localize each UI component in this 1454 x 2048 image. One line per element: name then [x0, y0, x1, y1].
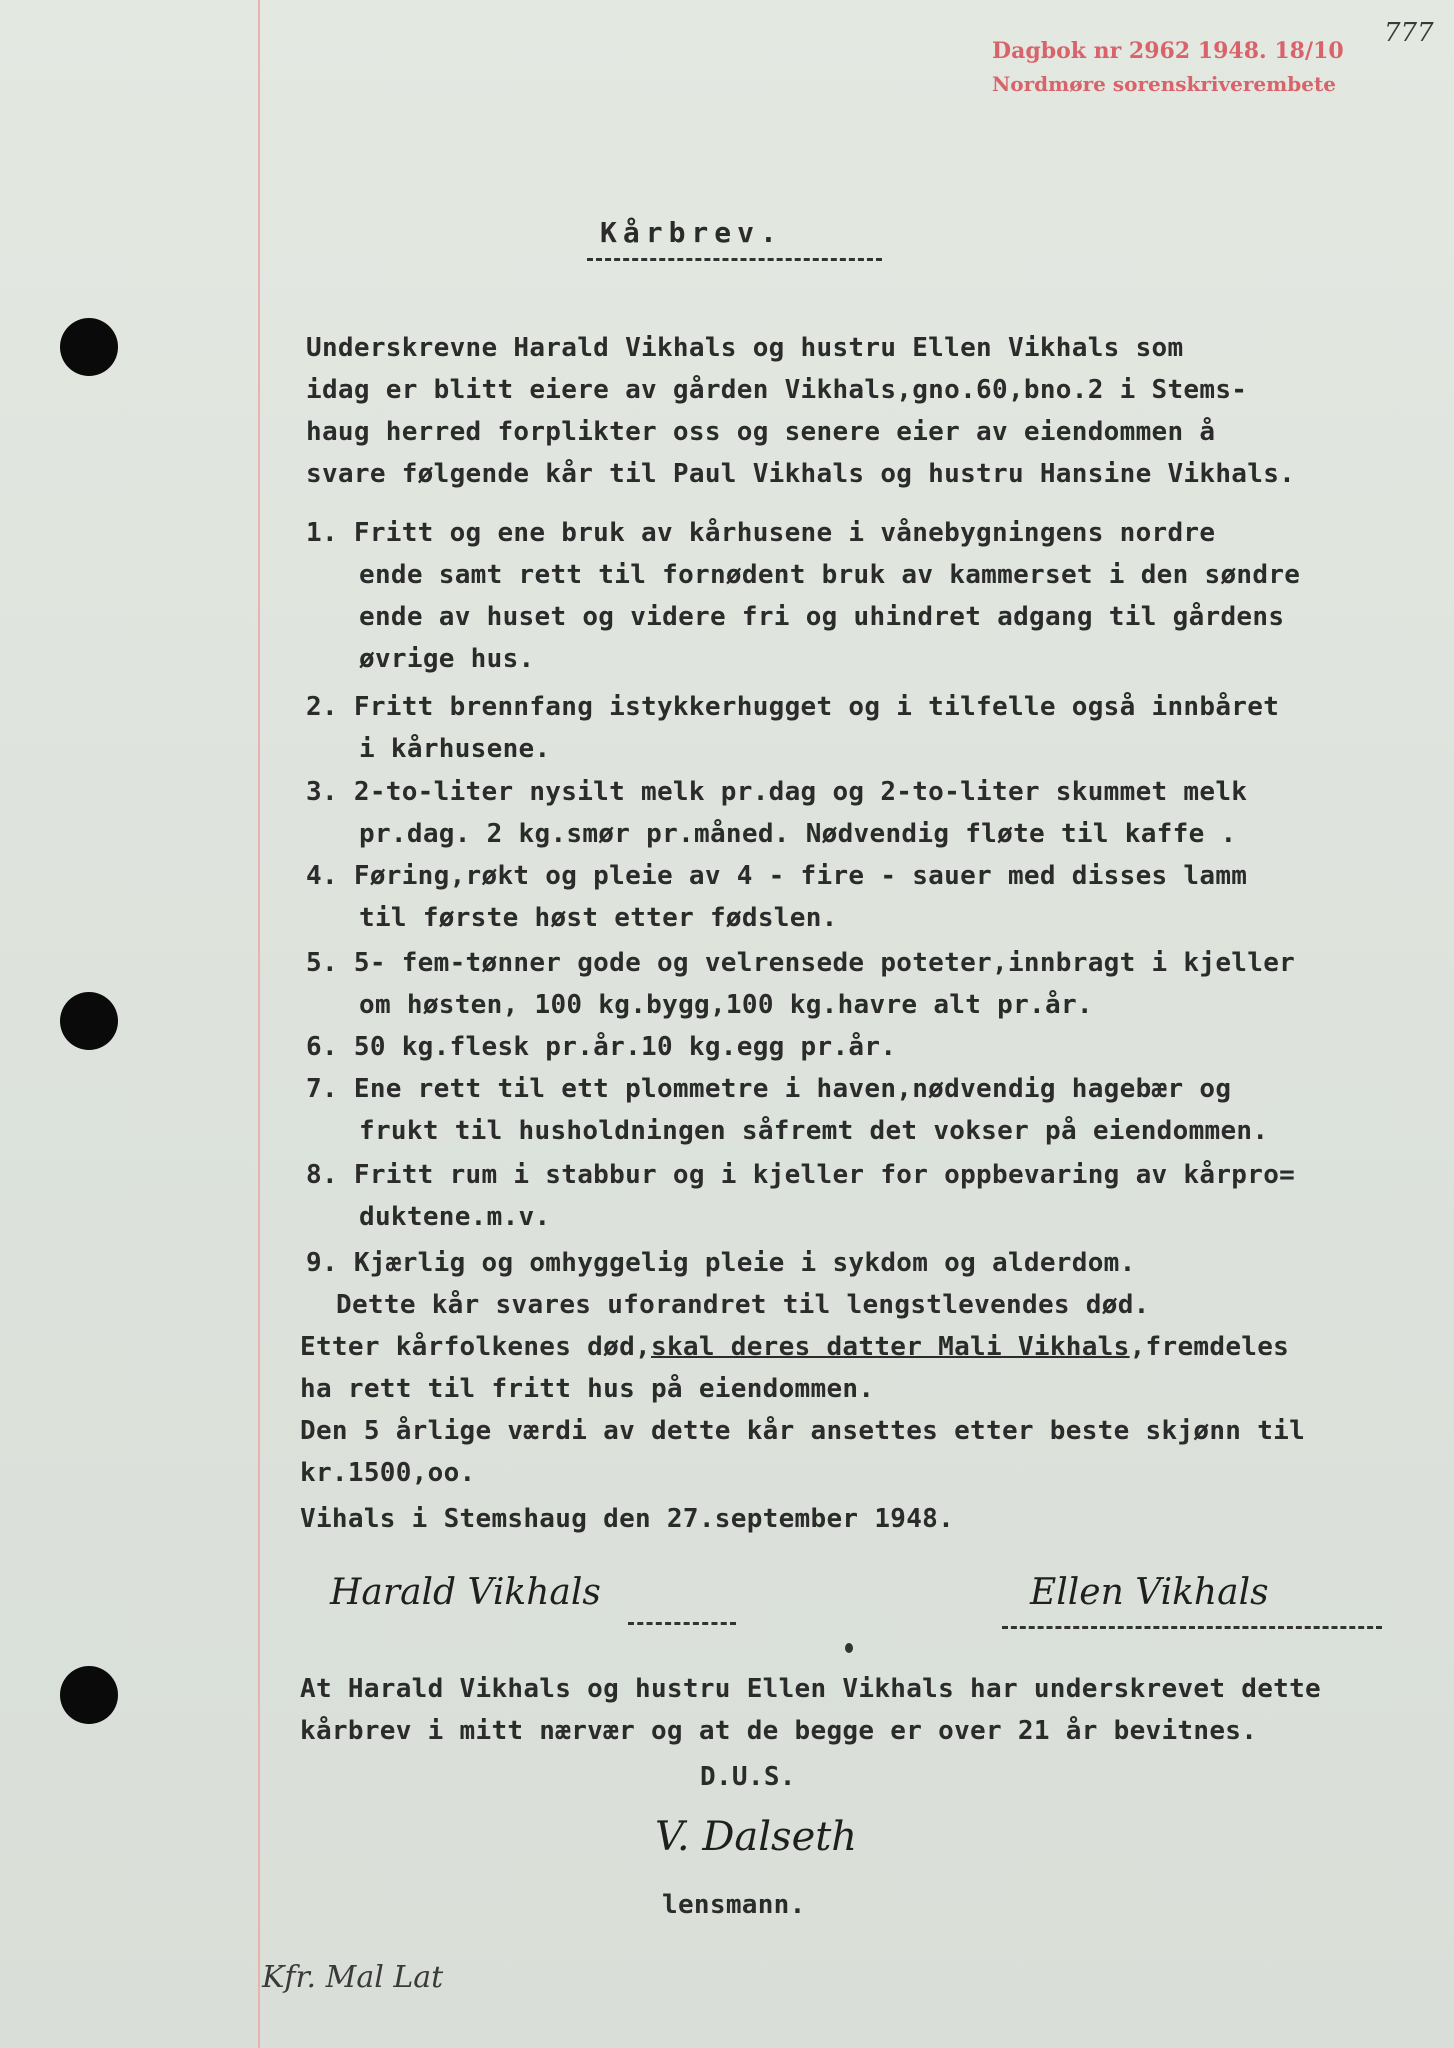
- dus-mark: D.U.S.: [700, 1762, 796, 1792]
- margin-note: Kfr. Mal Lat: [262, 1960, 444, 1995]
- clause-line: pr.dag. 2 kg.smør pr.måned. Nødvendig fløte til kaffe .: [359, 819, 1237, 849]
- document-title: Kårbrev.: [600, 216, 783, 249]
- punch-hole: [60, 318, 118, 376]
- clause-line: øvrige hus.: [359, 644, 535, 674]
- intro-line: idag er blitt eiere av gården Vikhals,gno.60,bno.2 i Stems-: [306, 375, 1248, 405]
- place-date-line: Vihals i Stemshaug den 27.september 1948.: [300, 1504, 955, 1534]
- margin-line: [258, 0, 260, 2048]
- underlined-text: skal deres datter Mali Vikhals: [650, 1332, 1130, 1362]
- closing-line: Den 5 årlige værdi av dette kår ansettes etter beste skjønn til: [300, 1416, 1306, 1446]
- clause-line: frukt til husholdningen såfremt det vokser på eiendommen.: [359, 1116, 1269, 1146]
- intro-line: haug herred forplikter oss og senere eier av eiendommen å: [306, 417, 1216, 447]
- ink-dot: [845, 1643, 853, 1653]
- closing-line: [300, 1332, 1289, 1362]
- clause-line: om høsten, 100 kg.bygg,100 kg.havre alt pr.år.: [359, 990, 1093, 1020]
- intro-line: Underskrevne Harald Vikhals og hustru Ellen Vikhals som: [306, 333, 1184, 363]
- clause-line: 8. Fritt rum i stabbur og i kjeller for oppbevaring av kårpro=: [306, 1160, 1296, 1190]
- clause-line: 5. 5- fem-tønner gode og velrensede poteter,innbragt i kjeller: [306, 948, 1296, 978]
- registry-stamp-line1: Dagbok nr 2962 1948. 18/10: [992, 38, 1344, 64]
- closing-line: Dette kår svares uforandret til lengstlevendes død.: [336, 1290, 1150, 1320]
- clause-line: til første høst etter fødslen.: [359, 903, 838, 933]
- clause-line: 7. Ene rett til ett plommetre i haven,nødvendig hagebær og: [306, 1074, 1232, 1104]
- signature-lensmann: V. Dalseth: [655, 1814, 858, 1860]
- title-underline: [587, 258, 882, 261]
- signature-line: [1002, 1626, 1382, 1629]
- lensmann-title: lensmann.: [662, 1890, 806, 1920]
- clause-line: i kårhusene.: [359, 734, 551, 764]
- attestation-line: kårbrev i mitt nærvær og at de begge er over 21 år bevitnes.: [300, 1716, 1258, 1746]
- signature-line: [628, 1622, 736, 1625]
- clause-line: ende av huset og videre fri og uhindret adgang til gårdens: [359, 602, 1285, 632]
- clause-line: 6. 50 kg.flesk pr.år.10 kg.egg pr.år.: [306, 1032, 897, 1062]
- closing-text: ,fremdeles: [1129, 1332, 1290, 1362]
- punch-hole: [60, 992, 118, 1050]
- clause-line: ende samt rett til fornødent bruk av kammerset i den søndre: [359, 560, 1301, 590]
- registry-stamp-line2: Nordmøre sorenskriverembete: [992, 72, 1336, 96]
- clause-line: 3. 2-to-liter nysilt melk pr.dag og 2-to-liter skummet melk: [306, 777, 1248, 807]
- clause-line: duktene.m.v.: [359, 1202, 551, 1232]
- page-number: 777: [1384, 18, 1434, 48]
- attestation-line: At Harald Vikhals og hustru Ellen Vikhals har underskrevet dette: [300, 1674, 1322, 1704]
- clause-line: 2. Fritt brennfang istykkerhugget og i tilfelle også innbåret: [306, 692, 1280, 722]
- clause-line: 9. Kjærlig og omhyggelig pleie i sykdom og alderdom.: [306, 1248, 1136, 1278]
- clause-line: 4. Føring,røkt og pleie av 4 - fire - sauer med disses lamm: [306, 861, 1248, 891]
- closing-line: kr.1500,oo.: [300, 1458, 476, 1488]
- intro-line: svare følgende kår til Paul Vikhals og hustru Hansine Vikhals.: [306, 459, 1296, 489]
- signature-ellen: Ellen Vikhals: [1030, 1572, 1269, 1613]
- punch-hole: [60, 1666, 118, 1724]
- signature-harald: Harald Vikhals: [330, 1572, 601, 1613]
- clause-line: 1. Fritt og ene bruk av kårhusene i vånebygningens nordre: [306, 518, 1216, 548]
- closing-text: Etter kårfolkenes død,: [300, 1332, 651, 1362]
- closing-line: ha rett til fritt hus på eiendommen.: [300, 1374, 875, 1404]
